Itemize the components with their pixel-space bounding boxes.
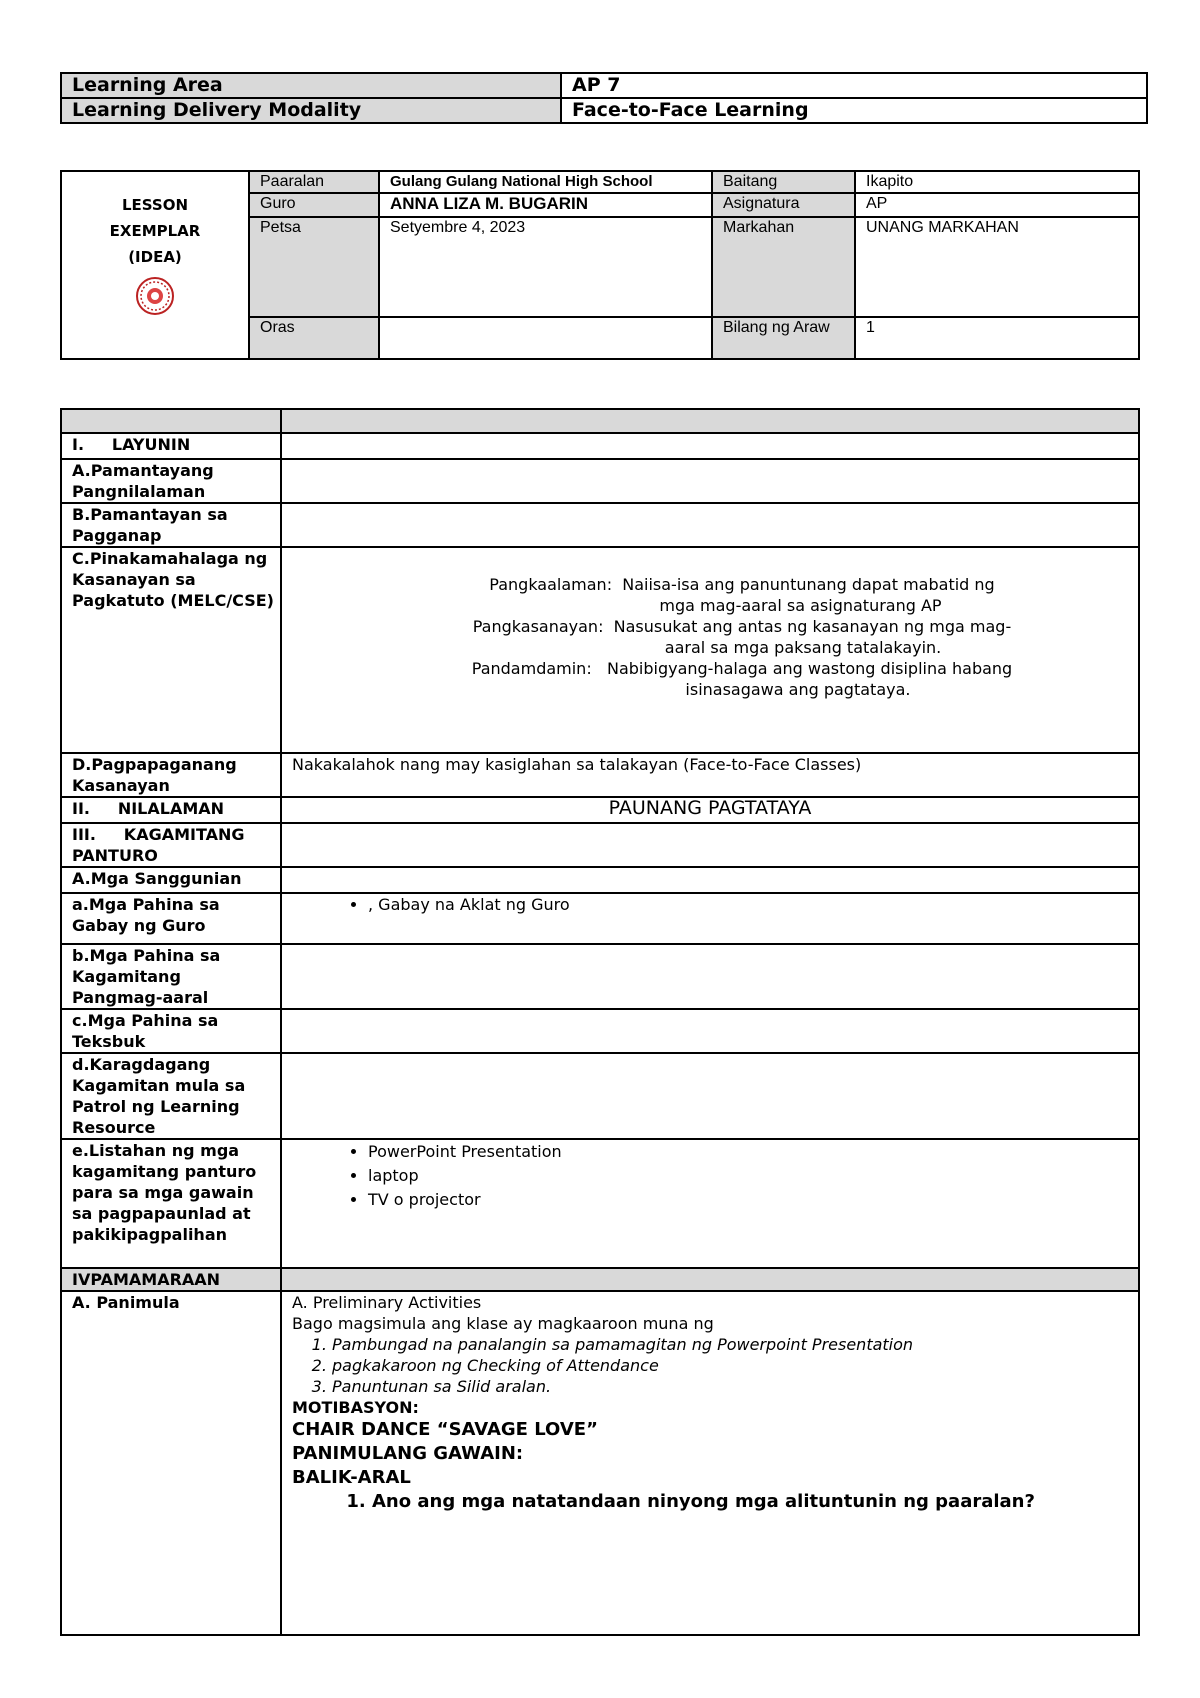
nilalaman-value: PAUNANG PAGTATAYA — [281, 797, 1139, 823]
preliminary-intro: Bago magsimula ang klase ay magkaaroon muna ng — [292, 1314, 714, 1333]
melc-objectives: Pangkaalaman: Naiisa-isa ang panuntunang dapat mabatid ng mga mag-aaral sa asignaturang AP Pangkasanayan: Nasusukat ang antas ng kasanayan ng mga mag- aaral sa mga paksang tatalakayin. Pandamdamin: Nabibigyang-halaga ang wastong disiplina habang isinasagawa ang pagtataya. — [281, 547, 1139, 753]
subject-label: Asignatura — [712, 193, 855, 217]
lesson-plan-table — [60, 408, 1140, 1636]
list-item: 1. Pambungad na panalangin sa pamamagitan ng Powerpoint Presentation — [332, 1334, 1132, 1355]
gabay-ng-guro-value — [281, 893, 1139, 944]
list-item: 3. Panuntunan sa Silid aralan. — [332, 1376, 1132, 1397]
list-item: 1. Ano ang mga natatandaan ninyong mga alituntunin ng paaralan? — [372, 1490, 1132, 1514]
pamantayang-pangnilalaman-label: A.Pamantayang Pangnilalaman — [61, 459, 281, 503]
teksbuk-label: c.Mga Pahina sa Teksbuk — [61, 1009, 281, 1053]
pagpapaganang-kasanayan-value: Nakakalahok nang may kasiglahan sa talakayan (Face-to-Face Classes) — [281, 753, 1139, 797]
date-value: Setyembre 4, 2023 — [379, 217, 712, 317]
list-item: • laptop — [368, 1164, 1132, 1188]
days-value: 1 — [855, 317, 1139, 359]
layunin-label: I. LAYUNIN — [61, 433, 281, 459]
grade-label: Baitang — [712, 171, 855, 193]
teacher-value: ANNA LIZA M. BUGARIN — [379, 193, 712, 217]
kagamitang-pangmag-aaral-label: b.Mga Pahina sa Kagamitang Pangmag-aaral — [61, 944, 281, 1009]
list-item: 2. pagkakaroon ng Checking of Attendance — [332, 1355, 1132, 1376]
panimulang-gawain: PANIMULANG GAWAIN: — [292, 1443, 524, 1464]
modality-value: Face-to-Face Learning — [561, 98, 1147, 123]
header-shaded-right — [281, 409, 1139, 433]
preliminary-heading: A. Preliminary Activities — [292, 1293, 482, 1312]
date-label: Petsa — [249, 217, 379, 317]
modality-label: Learning Delivery Modality — [61, 98, 561, 123]
pamantayan-sa-pagganap-label: B.Pamantayan sa Pagganap — [61, 503, 281, 547]
quarter-label: Markahan — [712, 217, 855, 317]
karagdagang-kagamitan-label: d.Karagdagang Kagamitan mula sa Patrol ng Learning Resource — [61, 1053, 281, 1139]
listahan-label: e.Listahan ng mga kagamitang panturo para sa mga gawain sa pagpapaunlad at pakikipagpalihan — [61, 1139, 281, 1268]
teacher-label: Guro — [249, 193, 379, 217]
pagpapaganang-kasanayan-label: D.Pagpapaganang Kasanayan — [61, 753, 281, 797]
melc-label: C.Pinakamahalaga ng Kasanayan sa Pagkatuto (MELC/CSE) — [61, 547, 281, 753]
sanggunian-label: A.Mga Sanggunian — [61, 867, 281, 893]
learning-area-value: AP 7 — [561, 73, 1147, 98]
chair-dance: CHAIR DANCE “SAVAGE LOVE” — [292, 1419, 598, 1440]
grade-value: Ikapito — [855, 171, 1139, 193]
header-shaded-left — [61, 409, 281, 433]
pamamaraan-label: IVPAMAMARAAN — [61, 1268, 281, 1291]
time-value — [379, 317, 712, 359]
panimula-content — [281, 1291, 1139, 1635]
nilalaman-label: II. NILALAMAN — [61, 797, 281, 823]
gabay-ng-guro-label: a.Mga Pahina sa Gabay ng Guro — [61, 893, 281, 944]
learning-area-label: Learning Area — [61, 73, 561, 98]
days-label: Bilang ng Araw — [712, 317, 855, 359]
list-item: • , Gabay na Aklat ng Guro — [368, 894, 1132, 915]
listahan-value — [281, 1139, 1139, 1268]
school-label: Paaralan — [249, 171, 379, 193]
exemplar-table — [60, 170, 1140, 360]
header-table — [60, 72, 1148, 124]
time-label: Oras — [249, 317, 379, 359]
kagamitang-panturo-label: III. KAGAMITANG PANTURO — [61, 823, 281, 867]
subject-value: AP — [855, 193, 1139, 217]
list-item: • PowerPoint Presentation — [368, 1140, 1132, 1164]
exemplar-title: LESSON EXEMPLAR (IDEA) — [61, 171, 249, 359]
quarter-value: UNANG MARKAHAN — [855, 217, 1139, 317]
panimula-label: A. Panimula — [61, 1291, 281, 1635]
motibasyon-heading: MOTIBASYON: — [292, 1398, 419, 1417]
list-item: • TV o projector — [368, 1188, 1132, 1212]
school-value: Gulang Gulang National High School — [379, 171, 712, 193]
school-seal-icon — [135, 276, 175, 316]
balik-aral: BALIK-ARAL — [292, 1467, 411, 1488]
